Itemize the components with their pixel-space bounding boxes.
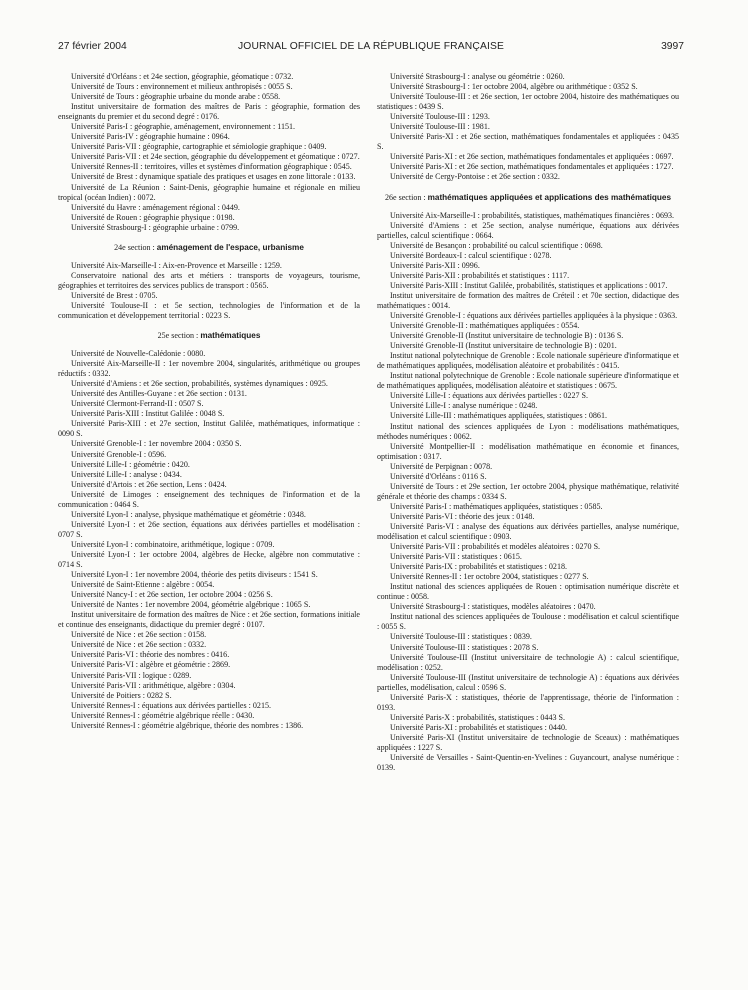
position-entry: Université des Antilles-Guyane : et 26e section : 0131.: [71, 389, 247, 399]
position-entry: Université d'Orléans : 0116 S.: [390, 471, 487, 481]
position-entry: Université Toulouse-III : et 26e section, 1er octobre 2004, histoire des mathématiques ou statistiques : 0439 S.: [377, 92, 679, 112]
position-entry: Université de La Réunion : Saint-Denis, géographie humaine et régionale en milieu tropical (océan Indien) : 0072.: [58, 182, 360, 202]
page-header: [58, 41, 684, 55]
position-entry: Université Toulouse-III (Institut universitaire de technologie A) : calcul scientifique, modélisation : 0252.: [377, 652, 679, 672]
position-entry: Université de Tours : environnement et milieux anthropisés : 0055 S.: [71, 82, 293, 92]
position-entry: Institut national des sciences appliquées de Lyon : modélisations mathématiques, méthodes numériques : 0062.: [377, 421, 679, 441]
right-column: [377, 72, 679, 773]
section-number: 24e section :: [114, 242, 157, 252]
position-entry: Université Paris-XI : probabilités et statistiques : 0440.: [390, 722, 568, 732]
position-entry: Université de Cergy-Pontoise : et 26e section : 0332.: [390, 172, 560, 182]
position-entry: Université de Poitiers : 0282 S.: [71, 690, 172, 700]
position-entry: Université Paris-VI : théorie des jeux : 0148.: [390, 511, 535, 521]
position-entry: Université Paris-I : géographie, aménagement, environnement : 1151.: [71, 122, 296, 132]
position-entry: Université de Tours : et 29e section, 1er octobre 2004, physique mathématique, relativité générale et théorie des champs : 0334 S.: [377, 481, 679, 501]
section-title: aménagement de l'espace, urbanisme: [156, 242, 304, 252]
position-entry: Université Paris-XI : et 26e section, mathématiques fondamentales et appliquées : 0697.: [390, 152, 674, 162]
position-entry: Université de Tours : géographie urbaine du monde arabe : 0558.: [71, 92, 281, 102]
position-entry: Université Paris-VI : analyse des équations aux dérivées partielles, analyse numérique, modélisation et calcul scientifique : 0903.: [377, 521, 679, 542]
journal-title: JOURNAL OFFICIEL DE LA RÉPUBLIQUE FRANÇAISE: [237, 41, 505, 52]
position-entry: Université de Nice : et 26e section : 0332.: [71, 640, 207, 650]
section-number: 25e section :: [157, 331, 201, 341]
position-entry: Institut national des sciences appliquées de Rouen : optimisation numérique discrète et continue : 0058.: [377, 582, 679, 602]
position-entry: Université Paris-XI (Institut universitaire de technologie de Sceaux) : mathématiques appliquées : 1227 S.: [377, 732, 679, 752]
position-entry: Université Paris-VII : et 24e section, géographie du développement et géomatique : 0727.: [71, 152, 360, 162]
position-entry: Université Strasbourg-I : 1er octobre 2004, algèbre ou arithmétique : 0352 S.: [390, 82, 638, 92]
position-entry: Université Lyon-I : 1er octobre 2004, algèbres de Hecke, algèbre non commutative : 0714 S.: [58, 549, 360, 570]
left-column: [58, 72, 360, 731]
position-entry: Université Nancy-I : et 26e section, 1er octobre 2004 : 0256 S.: [71, 590, 273, 600]
position-entry: Université Lille-I : analyse : 0434.: [71, 469, 182, 479]
position-entry: Université Paris-IV : géographie humaine : 0964.: [71, 132, 230, 142]
position-entry: Université de Nantes : 1er novembre 2004, géométrie algébrique : 1065 S.: [71, 600, 311, 610]
position-entry: Université Paris-X : probabilités, statistiques : 0443 S.: [390, 712, 566, 722]
position-entry: Université Grenoble-II (Institut universitaire de technologie B) : 0201.: [390, 341, 617, 351]
position-entry: Université Paris-IX : probabilités et statistiques : 0218.: [390, 562, 568, 572]
position-entry: Université Paris-XI : et 26e section, mathématiques fondamentales et appliquées : 1727.: [390, 162, 674, 172]
position-entry: Université Lille-I : analyse numérique : 0248.: [390, 401, 538, 411]
position-entry: Université d'Amiens : et 26e section, probabilités, systèmes dynamiques : 0925.: [71, 379, 328, 389]
position-entry: Université de Brest : 0705.: [71, 290, 158, 300]
section-number: 26e section :: [384, 192, 428, 202]
position-entry: Université du Havre : aménagement régional : 0449.: [71, 202, 240, 212]
section-heading: [377, 193, 679, 203]
position-entry: Université Paris-XII : probabilités et statistiques : 1117.: [390, 270, 570, 280]
position-entry: Université Aix-Marseille-II : 1er novembre 2004, singularités, arithmétique ou groupes réductifs : 0332.: [58, 359, 360, 379]
page-number: 3997: [661, 41, 684, 52]
position-entry: Université Paris-VII : statistiques : 0615.: [390, 552, 522, 562]
position-entry: Université de Besançon : probabilité ou calcul scientifique : 0698.: [390, 240, 603, 250]
position-entry: Université Montpellier-II : modélisation mathématique en économie et finances, optimisation : 0317.: [377, 441, 679, 461]
position-entry: Université Rennes-I : géométrie algébrique réelle : 0430.: [71, 710, 255, 720]
position-entry: Université Aix-Marseille-I : probabilités, statistiques, mathématiques financières : 0693.: [390, 210, 675, 220]
position-entry: Université Paris-VI : théorie des nombres : 0416.: [71, 650, 230, 660]
position-entry: Université Toulouse-III (Institut universitaire de technologie A) : équations aux dérivées partielles, modélisation, calcul : 0596 S.: [377, 672, 679, 692]
position-entry: Institut universitaire de formation des maîtres de Paris : géographie, formation des enseignants du premier et du second degré : 0176.: [58, 102, 360, 122]
position-entry: Université Lyon-I : 1er novembre 2004, théorie des petits diviseurs : 1541 S.: [71, 570, 318, 580]
position-entry: Université d'Amiens : et 25e section, analyse numérique, équations aux dérivées partielles, calcul scientifique : 0664.: [377, 220, 679, 240]
position-entry: Université Grenoble-II : mathématiques appliquées : 0554.: [390, 321, 580, 331]
section-title: mathématiques: [200, 331, 261, 341]
position-entry: Université de Rouen : géographie physique : 0198.: [71, 212, 235, 222]
position-entry: Université Strasbourg-I : géographie urbaine : 0799.: [71, 222, 240, 232]
position-entry: Université de Brest : dynamique spatiale des pratiques et usages en zone littorale : 0133.: [71, 172, 356, 182]
position-entry: Université Paris-XIII : Institut Galilée : 0048 S.: [71, 409, 225, 419]
position-entry: Université Lyon-I : et 26e section, équations aux dérivées partielles et modélisation : 0707 S.: [58, 519, 360, 539]
position-entry: Université de Saint-Etienne : algèbre : 0054.: [71, 580, 215, 590]
position-entry: Université de Nice : et 26e section : 0158.: [71, 630, 207, 640]
position-entry: Université Paris-X : statistiques, théorie de l'apprentissage, théorie de l'information : 0193.: [377, 692, 679, 712]
position-entry: Université Rennes-II : territoires, villes et systèmes d'information géographique : 0545.: [71, 162, 352, 172]
position-entry: Université Strasbourg-I : statistiques, modèles aléatoires : 0470.: [390, 602, 596, 612]
position-entry: Université d'Orléans : et 24e section, géographie, géomatique : 0732.: [71, 72, 294, 81]
position-entry: Université Toulouse-III : statistiques : 2078 S.: [390, 642, 539, 652]
position-entry: Université Bordeaux-I : calcul scientifique : 0278.: [390, 250, 552, 260]
position-entry: Université d'Artois : et 26e section, Lens : 0424.: [71, 479, 227, 489]
position-entry: Université Grenoble-I : 0596.: [71, 449, 167, 459]
position-entry: Université Paris-I : mathématiques appliquées, statistiques : 0585.: [390, 501, 603, 511]
position-entry: Institut national polytechnique de Grenoble : Ecole nationale supérieure d'informatique et de mathématiques appliquées, modélisation aléatoire et statistiques : 0675.: [377, 371, 679, 391]
position-entry: Université de Versailles - Saint-Quentin-en-Yvelines : Guyancourt, analyse numérique : 0139.: [377, 753, 679, 773]
position-entry: Université Grenoble-I : 1er novembre 2004 : 0350 S.: [71, 439, 242, 449]
position-entry: Université Grenoble-I : équations aux dérivées partielles appliquées à la physique : 0363.: [390, 310, 678, 320]
issue-date: 27 février 2004: [58, 41, 127, 52]
position-entry: Université Toulouse-III : statistiques : 0839.: [390, 632, 532, 642]
section-heading: [58, 243, 360, 253]
position-entry: Université Paris-XIII : et 27e section, Institut Galilée, mathématiques, informatique : 0090 S.: [58, 419, 360, 439]
position-entry: Université Toulouse-III : 1293.: [390, 112, 490, 122]
position-entry: Université Clermont-Ferrand-II : 0507 S.: [71, 399, 204, 409]
position-entry: Université Toulouse-II : et 5e section, technologies de l'information et de la communication et développement territorial : 0223 S.: [58, 300, 360, 320]
position-entry: Université Paris-XIII : Institut Galilée, probabilités, statistiques et applications : 0017.: [390, 280, 668, 290]
position-entry: Université Lille-I : équations aux dérivées partielles : 0227 S.: [390, 391, 588, 401]
position-entry: Université Paris-VII : arithmétique, algèbre : 0304.: [71, 680, 236, 690]
position-entry: Université Paris-VII : géographie, cartographie et sémiologie graphique : 0409.: [71, 142, 327, 152]
position-entry: Université Grenoble-II (Institut universitaire de technologie B) : 0136 S.: [390, 331, 624, 341]
position-entry: Université Lille-I : géométrie : 0420.: [71, 459, 190, 469]
position-entry: Institut national des sciences appliquées de Toulouse : modélisation et calcul scientifique : 0055 S.: [377, 612, 679, 632]
section-heading: [58, 331, 360, 341]
position-entry: Université Paris-XI : et 26e section, mathématiques fondamentales et appliquées : 0435 S.: [377, 132, 679, 152]
position-entry: Institut national polytechnique de Grenoble : Ecole nationale supérieure d'informatique et de mathématiques appliquées, modélisation aléatoire et probabilités : 0415.: [377, 351, 679, 371]
position-entry: Université Aix-Marseille-I : Aix-en-Provence et Marseille : 1259.: [71, 260, 282, 270]
position-entry: Université Paris-VII : probabilités et modèles aléatoires : 0270 S.: [390, 542, 601, 552]
position-entry: Institut universitaire de formation des maîtres de Créteil : et 70e section, didactique des mathématiques : 0014.: [377, 290, 679, 310]
position-entry: Université Rennes-I : géométrie algébrique, théorie des nombres : 1386.: [71, 720, 304, 730]
position-entry: Université Strasbourg-I : analyse ou géométrie : 0260.: [390, 72, 565, 81]
position-entry: Université de Perpignan : 0078.: [390, 461, 493, 471]
position-entry: Université Paris-VII : logique : 0289.: [71, 670, 192, 680]
position-entry: Conservatoire national des arts et métiers : transports de voyageurs, tourisme, géographies et territoires des services publics de transport : 0565.: [58, 270, 360, 290]
position-entry: Université Rennes-II : 1er octobre 2004, statistiques : 0277 S.: [390, 572, 589, 582]
position-entry: Université Lille-III : mathématiques appliquées, statistiques : 0861.: [390, 411, 607, 421]
section-title: mathématiques appliquées et applications des mathématiques: [427, 192, 672, 202]
position-entry: Institut universitaire de formation des maîtres de Nice : et 26e section, formations initiale et continue des enseignants, didactique du premier degré : 0107.: [58, 610, 360, 630]
position-entry: Université Paris-XII : 0996.: [390, 260, 480, 270]
position-entry: Université de Nouvelle-Calédonie : 0080.: [71, 349, 206, 359]
position-entry: Université Toulouse-III : 1981.: [390, 122, 490, 132]
position-entry: Université Rennes-I : équations aux dérivées partielles : 0215.: [71, 700, 271, 710]
position-entry: Université Paris-VI : algèbre et géométrie : 2869.: [71, 660, 231, 670]
position-entry: Université Lyon-I : combinatoire, arithmétique, logique : 0709.: [71, 539, 275, 549]
position-entry: Université de Limoges : enseignement des techniques de l'information et de la communication : 0464 S.: [58, 489, 360, 509]
position-entry: Université Lyon-I : analyse, physique mathématique et géométrie : 0348.: [71, 509, 306, 519]
